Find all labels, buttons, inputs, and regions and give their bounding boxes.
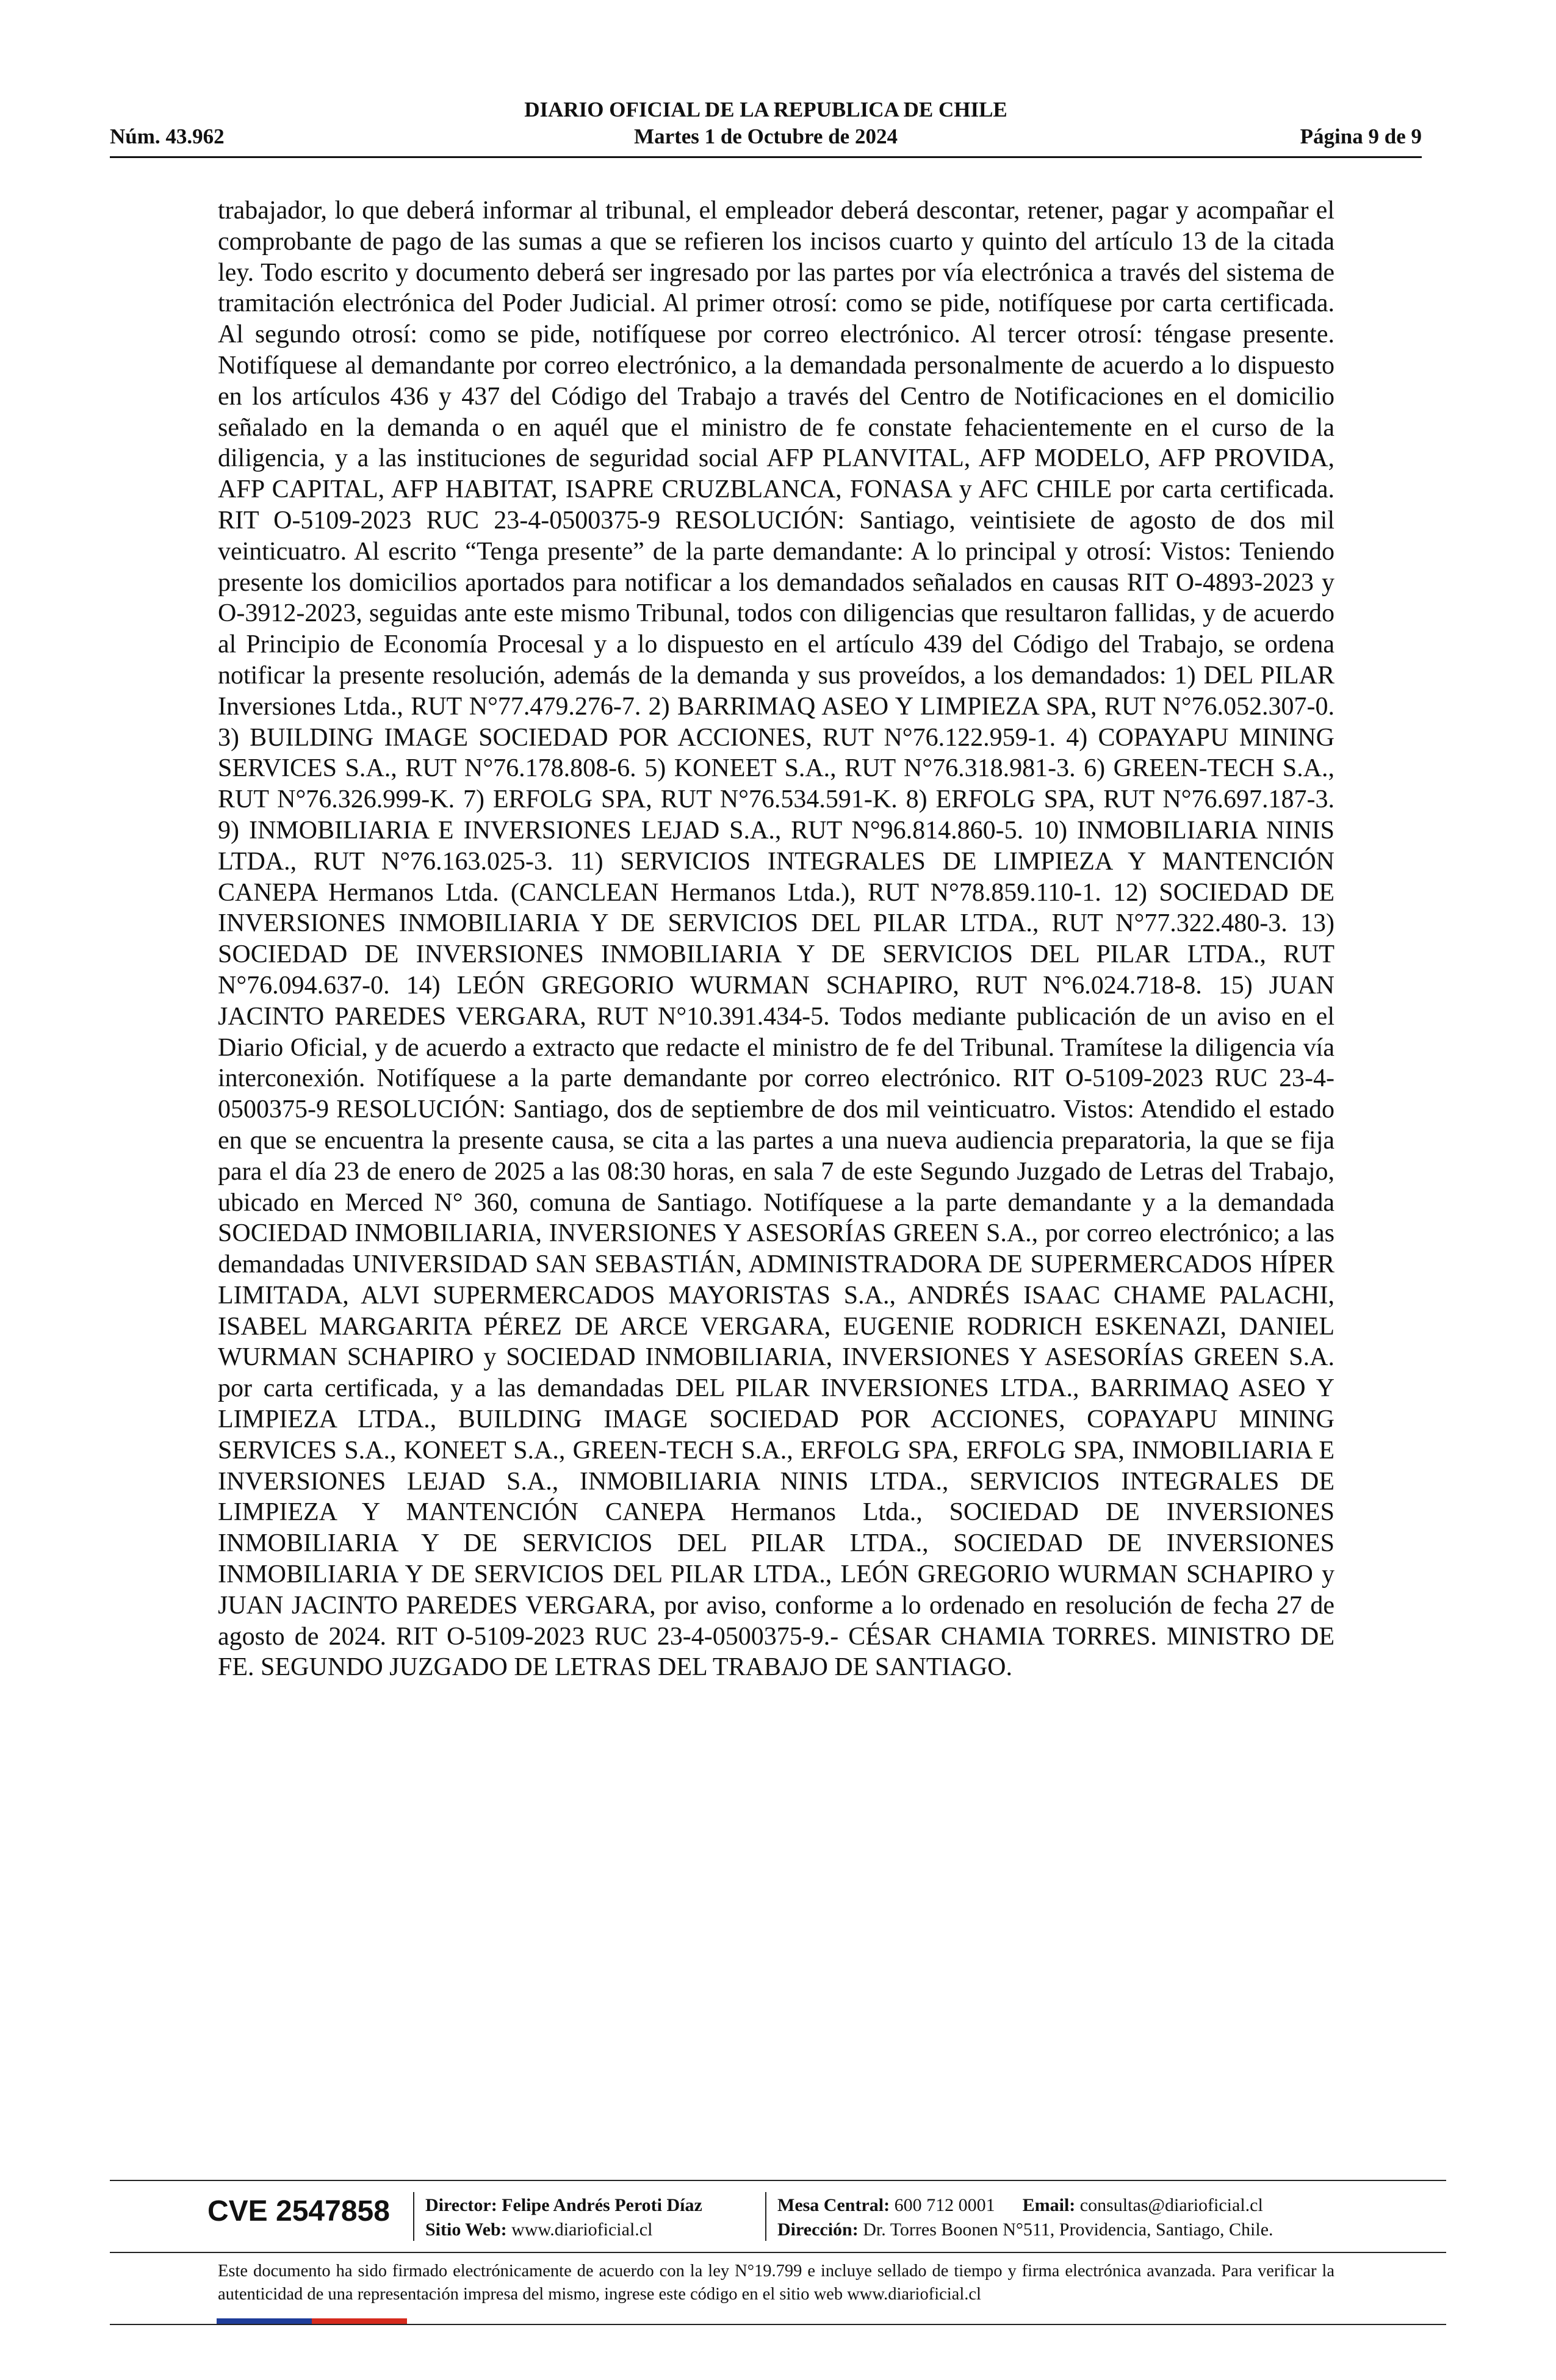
email-link[interactable]: consultas@diarioficial.cl bbox=[1079, 2195, 1263, 2215]
header-divider bbox=[110, 156, 1422, 158]
footer-website bbox=[425, 2218, 652, 2242]
issue-number: Núm. 43.962 bbox=[110, 124, 225, 148]
email-label: Email: bbox=[1022, 2195, 1076, 2215]
publication-date: Martes 1 de Octubre de 2024 bbox=[634, 124, 898, 148]
footer-separator-1 bbox=[413, 2192, 414, 2241]
director-label: Director: bbox=[425, 2195, 497, 2215]
footer-divider-mid bbox=[110, 2252, 1446, 2253]
body-text: trabajador, lo que deberá informar al tribunal, el empleador deberá descontar, retener, pagar y acompañar el comprobante de pago de las sumas a que se refieren los incisos cuarto y quinto del artículo 13 de la citada ley. Todo escrito y documento deberá ser ingresado por las partes por vía electrónica a través del sistema de tramitación electrónica del Poder Judicial. Al primer otrosí: como se pide, notifíquese por carta certificada. Al segundo otrosí: como se pide, notifíquese por correo electrónico. Al tercer otrosí: téngase presente. Notifíquese al demandante por correo electrónico, a la demandada personalmente de acuerdo a lo dispuesto en los artículos 436 y 437 del Código del Trabajo a través del Centro de Notificaciones en el domicilio señalado en la demanda o en aquél que el ministro de fe constate fehacientemente en el curso de la diligencia, y a las instituciones de seguridad social AFP PLANVITAL, AFP MODELO, AFP PROVIDA, AFP CAPITAL, AFP HABITAT, ISAPRE CRUZBLANCA, FONASA y AFC CHILE por carta certificada. RIT O-5109-2023 RUC 23-4-0500375-9 RESOLUCIÓN: Santiago, veintisiete de agosto de dos mil veinticuatro. Al escrito “Tenga presente” de la parte demandante: A lo principal y otrosí: Vistos: Teniendo presente los domicilios aportados para notificar a los demandados señalados en causas RIT O-4893-2023 y O-3912-2023, seguidas ante este mismo Tribunal, todos con diligencias que resultaron fallidas, y de acuerdo al Principio de Economía Procesal y a lo dispuesto en el artículo 439 del Código del Trabajo, se ordena notificar la presente resolución, además de la demanda y sus proveídos, a los demandados: 1) DEL PILAR Inversiones Ltda., RUT N°77.479.276-7. 2) BARRIMAQ ASEO Y LIMPIEZA SPA, RUT N°76.052.307-0. 3) BUILDING IMAGE SOCIEDAD POR ACCIONES, RUT N°76.122.959-1. 4) COPAYAPU MINING SERVICES S.A., RUT N°76.178.808-6. 5) KONEET S.A., RUT N°76.318.981-3. 6) GREEN-TECH S.A., RUT N°76.326.999-K. 7) ERFOLG SPA, RUT N°76.534.591-K. 8) ERFOLG SPA, RUT N°76.697.187-3. 9) INMOBILIARIA E INVERSIONES LEJAD S.A., RUT N°96.814.860-5. 10) INMOBILIARIA NINIS LTDA., RUT N°76.163.025-3. 11) SERVICIOS INTEGRALES DE LIMPIEZA Y MANTENCIÓN CANEPA Hermanos Ltda. (CANCLEAN Hermanos Ltda.), RUT N°78.859.110-1. 12) SOCIEDAD DE INVERSIONES INMOBILIARIA Y DE SERVICIOS DEL PILAR LTDA., RUT N°77.322.480-3. 13) SOCIEDAD DE INVERSIONES INMOBILIARIA Y DE SERVICIOS DEL PILAR LTDA., RUT N°76.094.637-0. 14) LEÓN GREGORIO WURMAN SCHAPIRO, RUT N°6.024.718-8. 15) JUAN JACINTO PAREDES VERGARA, RUT N°10.391.434-5. Todos mediante publicación de un aviso en el Diario Oficial, y de acuerdo a extracto que redacte el ministro de fe del Tribunal. Tramítese la diligencia vía interconexión. Notifíquese a la parte demandante por correo electrónico. RIT O-5109-2023 RUC 23-4-0500375-9 RESOLUCIÓN: Santiago, dos de septiembre de dos mil veinticuatro. Vistos: Atendido el estado en que se encuentra la presente causa, se cita a las partes a una nueva audiencia preparatoria, la que se fija para el día 23 de enero de 2025 a las 08:30 horas, en sala 7 de este Segundo Juzgado de Letras del Trabajo, ubicado en Merced N° 360, comuna de Santiago. Notifíquese a la parte demandante y a la demandada SOCIEDAD INMOBILIARIA, INVERSIONES Y ASESORÍAS GREEN S.A., por correo electrónico; a las demandadas UNIVERSIDAD SAN SEBASTIÁN, ADMINISTRADORA DE SUPERMERCADOS HÍPER LIMITADA, ALVI SUPERMERCADOS MAYORISTAS S.A., ANDRÉS ISAAC CHAME PALACHI, ISABEL MARGARITA PÉREZ DE ARCE VERGARA, EUGENIE RODRICH ESKENAZI, DANIEL WURMAN SCHAPIRO y SOCIEDAD INMOBILIARIA, INVERSIONES Y ASESORÍAS GREEN S.A. por carta certificada, y a las demandadas DEL PILAR INVERSIONES LTDA., BARRIMAQ ASEO Y LIMPIEZA LTDA., BUILDING IMAGE SOCIEDAD POR ACCIONES, COPAYAPU MINING SERVICES S.A., KONEET S.A., GREEN-TECH S.A., ERFOLG SPA, ERFOLG SPA, INMOBILIARIA E INVERSIONES LEJAD S.A., INMOBILIARIA NINIS LTDA., SERVICIOS INTEGRALES DE LIMPIEZA Y MANTENCIÓN CANEPA Hermanos Ltda., SOCIEDAD DE INVERSIONES INMOBILIARIA Y DE SERVICIOS DEL PILAR LTDA., SOCIEDAD DE INVERSIONES INMOBILIARIA Y DE SERVICIOS DEL PILAR LTDA., LEÓN GREGORIO WURMAN SCHAPIRO y JUAN JACINTO PAREDES VERGARA, por aviso, conforme a lo ordenado en resolución de fecha 27 de agosto de 2024. RIT O-5109-2023 RUC 23-4-0500375-9.- CÉSAR CHAMIA TORRES. MINISTRO DE FE. SEGUNDO JUZGADO DE LETRAS DEL TRABAJO DE SANTIAGO. bbox=[218, 197, 1334, 1682]
publication-title: DIARIO OFICIAL DE LA REPUBLICA DE CHILE bbox=[524, 98, 1007, 121]
web-link[interactable]: www.diarioficial.cl bbox=[511, 2220, 653, 2240]
cve-code: CVE 2547858 bbox=[207, 2195, 390, 2227]
phone-label: Mesa Central: bbox=[777, 2195, 890, 2215]
footer-divider-bottom bbox=[110, 2324, 1446, 2325]
footer-director bbox=[425, 2193, 702, 2218]
footer-divider-top bbox=[110, 2180, 1446, 2181]
footer-separator-2 bbox=[765, 2192, 766, 2241]
phone-value: 600 712 0001 bbox=[894, 2195, 995, 2215]
page-header bbox=[110, 94, 1422, 155]
footer-contact bbox=[777, 2193, 1263, 2218]
page-number: Página 9 de 9 bbox=[1300, 124, 1422, 148]
signature-disclaimer: Este documento ha sido firmado electrónicamente de acuerdo con la ley N°19.799 e incluye sellado de tiempo y firma electrónica avanzada. Para verificar la autenticidad de una representación impresa del mismo, ingrese este código en el sitio web www.diarioficial.cl bbox=[218, 2262, 1334, 2304]
address-value: Dr. Torres Boonen N°511, Providencia, Santiago, Chile. bbox=[863, 2220, 1273, 2240]
address-label: Dirección: bbox=[777, 2220, 859, 2240]
web-label: Sitio Web: bbox=[425, 2220, 507, 2240]
footer-address bbox=[777, 2218, 1273, 2242]
director-value: Felipe Andrés Peroti Díaz bbox=[502, 2195, 702, 2215]
